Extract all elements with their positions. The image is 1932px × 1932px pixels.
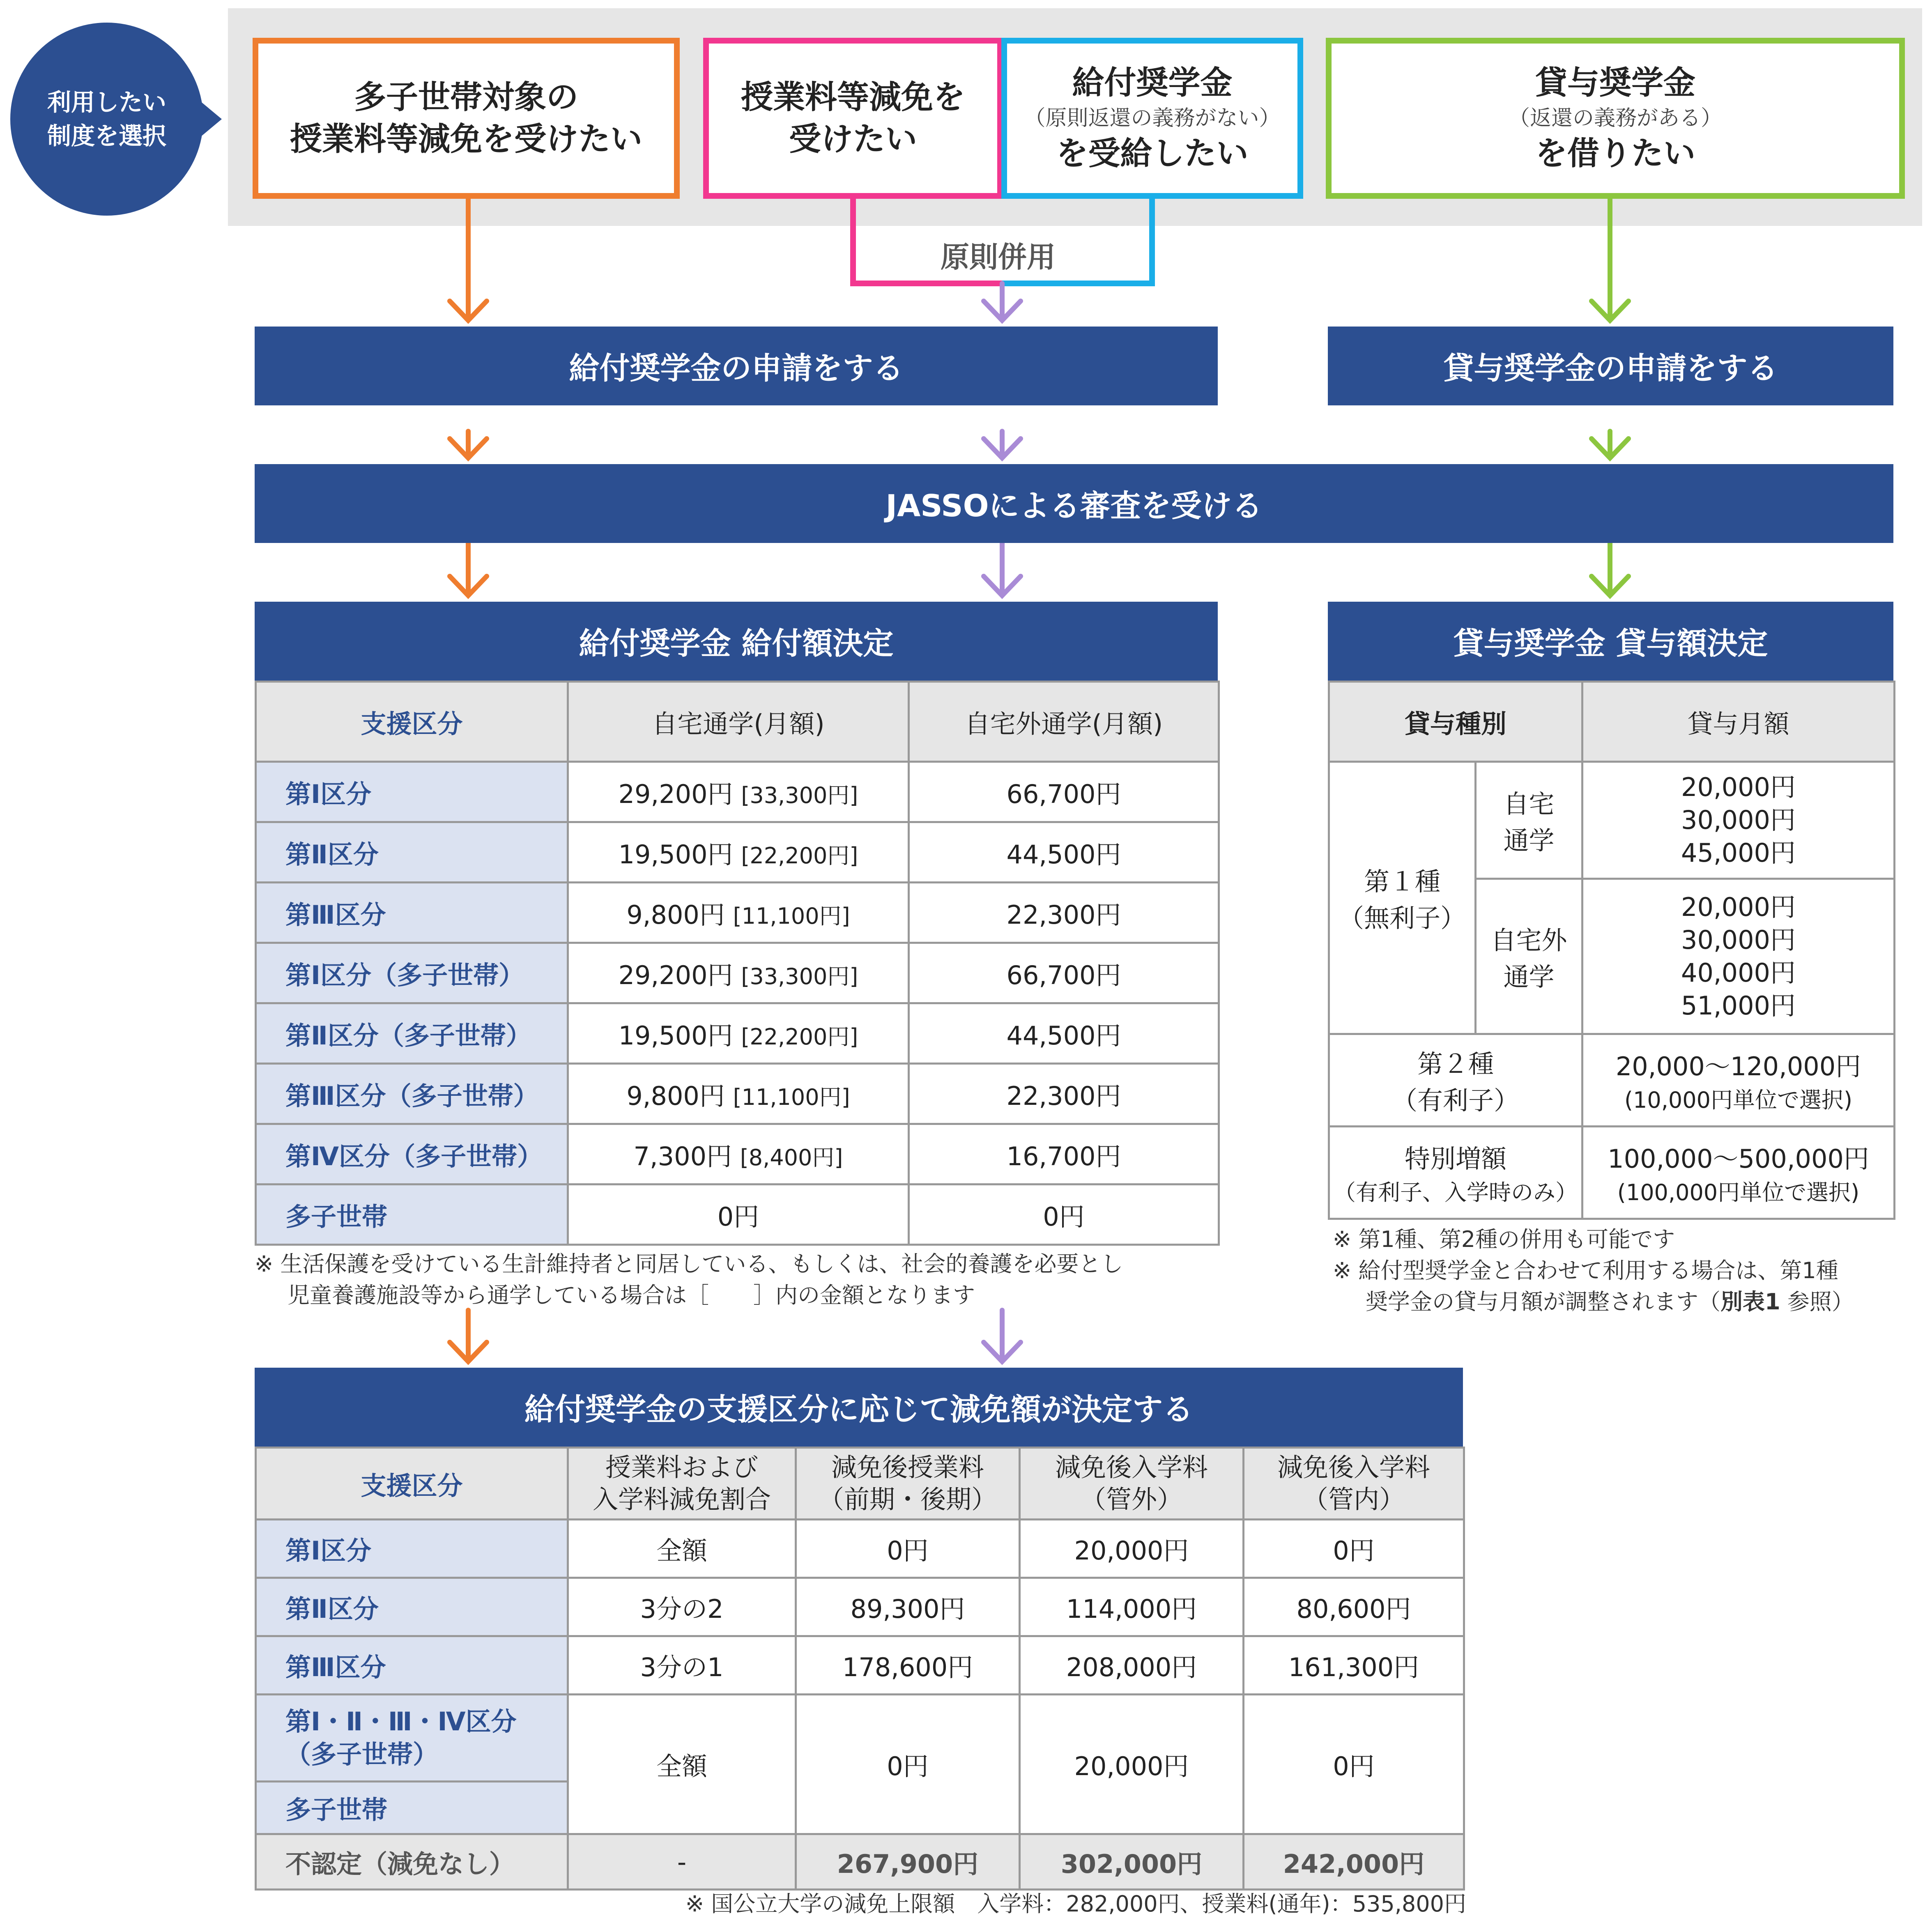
arrow-purple-3 (984, 542, 1021, 596)
table-header-row (256, 682, 1219, 762)
ratio-cell: 全額 (568, 1695, 796, 1834)
special-label: 特別増額 (1405, 1144, 1507, 1174)
type2-sub: （有利子） (1392, 1086, 1520, 1116)
table-row (256, 943, 1219, 1003)
row-label: 第Ⅳ区分（多子世帯） (256, 1124, 568, 1184)
header-adm-in-l2: （管内） (1302, 1484, 1405, 1514)
amount-item: 20,000円 (1681, 772, 1796, 802)
arrow-green-1 (1592, 199, 1628, 320)
header-loan-type: 貸与種別 (1329, 682, 1582, 762)
home-alt-value: [33,300円] (741, 963, 858, 989)
amount-item: 51,000円 (1681, 990, 1796, 1021)
header-adm-in-l1: 減免後入学料 (1277, 1452, 1430, 1482)
special-amount: 100,000～500,000円 (1608, 1144, 1869, 1174)
row-label: 多子世帯 (256, 1184, 568, 1245)
adm-in-cell: 0円 (1244, 1695, 1464, 1834)
amount-item: 30,000円 (1681, 805, 1796, 835)
header-loan-monthly: 貸与月額 (1582, 682, 1895, 762)
header-tuition-l2: （前期・後期） (818, 1484, 997, 1514)
select-line1: 利用したい (47, 88, 166, 116)
header-adm-out-l1: 減免後入学料 (1055, 1452, 1208, 1482)
header-ratio-l2: 入学料減免割合 (592, 1484, 771, 1514)
home-label: 自宅 (1503, 789, 1555, 819)
header-category: 支援区分 (256, 1448, 568, 1520)
adm-out-cell: 302,000円 (1020, 1834, 1244, 1890)
away-label2: 通学 (1503, 961, 1555, 992)
adm-in-cell: 161,300円 (1244, 1636, 1464, 1695)
arrow-orange-1 (450, 199, 487, 320)
amount-item: 20,000円 (1681, 892, 1796, 922)
home-value: 19,500円 (618, 1020, 733, 1051)
row-label: 第Ⅰ区分 (256, 762, 568, 822)
home-amount: 0円 (568, 1184, 909, 1245)
ratio-cell: 3分の2 (568, 1578, 796, 1636)
arrow-orange-2 (450, 431, 487, 458)
header-adm-out-l2: （管外） (1080, 1484, 1182, 1514)
home-amount (568, 1064, 909, 1124)
choice-kyufu-sub: （原則返還の義務がない） (1024, 106, 1281, 131)
step-reduction-amount: 給付奨学金の支援区分に応じて減免額が決定する (255, 1368, 1463, 1447)
type1-label: 第１種 (1364, 867, 1440, 897)
type2-label: 第２種 (1417, 1049, 1494, 1079)
table-row (256, 1834, 1464, 1890)
away-label: 自宅外 (1490, 925, 1567, 955)
ratio-cell: - (568, 1834, 796, 1890)
appendix-link[interactable]: 別表1 (1720, 1289, 1780, 1315)
type2-cell (1329, 1034, 1582, 1127)
reduction-table-note: ※ 国公立大学の減免上限額 入学料：282,000円、授業料(通年)：535,800円 (685, 1891, 1466, 1917)
home-value: 29,200円 (618, 960, 733, 990)
loan-note-line3a: 奨学金の貸与月額が調整されます（ (1366, 1289, 1720, 1315)
step-loan-amount: 貸与奨学金 貸与額決定 (1328, 602, 1893, 681)
table-row (256, 822, 1219, 883)
table-row (256, 883, 1219, 943)
grant-note-line2: 児童養護施設等から通学している場合は［ ］内の金額となります (288, 1282, 975, 1308)
table-row (256, 1695, 1464, 1782)
type2-amount-cell (1582, 1034, 1895, 1127)
table-row (256, 1064, 1219, 1124)
header-ratio (568, 1448, 796, 1520)
adm-in-cell: 242,000円 (1244, 1834, 1464, 1890)
step-apply-loan: 貸与奨学金の申請をする (1328, 327, 1893, 405)
arrow-purple-4 (984, 1310, 1021, 1362)
home-amount (568, 943, 909, 1003)
away-amount: 22,300円 (909, 1064, 1219, 1124)
type1-cell (1329, 762, 1476, 1034)
type1-away-cell (1476, 879, 1582, 1034)
loan-amount-table (1328, 681, 1895, 1220)
adm-out-cell: 114,000円 (1020, 1578, 1244, 1636)
table-row (1329, 762, 1895, 879)
amount-item: 30,000円 (1681, 925, 1796, 955)
home-value: 9,800円 (626, 899, 725, 930)
arrow-orange-3 (450, 542, 487, 596)
type1-home-cell (1476, 762, 1582, 879)
grant-table-note (255, 1249, 1240, 1311)
away-amount: 44,500円 (909, 1003, 1219, 1064)
select-line2: 制度を選択 (47, 122, 166, 150)
choice-tasei-line1: 多子世帯対象の (354, 79, 578, 116)
choice-kyufu-line1: 給付奨学金 (1072, 64, 1233, 101)
special-sub: （有利子、入学時のみ） (1334, 1180, 1578, 1205)
header-tuition (796, 1448, 1020, 1520)
adm-in-cell: 80,600円 (1244, 1578, 1464, 1636)
table-row (256, 1124, 1219, 1184)
away-amount: 44,500円 (909, 822, 1219, 883)
adm-out-cell: 20,000円 (1020, 1520, 1244, 1578)
away-amount: 0円 (909, 1184, 1219, 1245)
home-alt-value: [22,200円] (741, 842, 858, 869)
tuition-cell: 0円 (796, 1520, 1020, 1578)
home-alt-value: [33,300円] (741, 782, 858, 808)
row-label: 不認定（減免なし） (256, 1834, 568, 1890)
adm-in-cell: 0円 (1244, 1520, 1464, 1578)
special-cell (1329, 1127, 1582, 1219)
grant-amount-table (255, 681, 1220, 1246)
type1-sub: （無利子） (1338, 903, 1466, 933)
choice-kyufu-line2: を受給したい (1056, 135, 1249, 172)
home-alt-value: [11,100円] (733, 1084, 850, 1110)
home-value: 9,800円 (626, 1081, 725, 1111)
home-value: 29,200円 (618, 779, 733, 809)
header-adm-out (1020, 1448, 1244, 1520)
table-row (256, 1636, 1464, 1695)
reduction-table (255, 1447, 1465, 1891)
away-amount: 66,700円 (909, 762, 1219, 822)
loan-table-note (1333, 1224, 1924, 1318)
row-label: 第Ⅲ区分（多子世帯） (256, 1064, 568, 1124)
home-label2: 通学 (1503, 826, 1555, 856)
grant-note-line1: ※ 生活保護を受けている生計維持者と同居している、もしくは、社会的養護を必要とし (255, 1251, 1123, 1277)
table-row (1329, 1127, 1895, 1219)
arrow-purple-2 (984, 431, 1021, 458)
loan-note-line3 (1333, 1286, 1924, 1318)
header-home: 自宅通学(月額) (568, 682, 909, 762)
header-adm-in (1244, 1448, 1464, 1520)
away-amount: 22,300円 (909, 883, 1219, 943)
header-ratio-l1: 授業料および (605, 1452, 758, 1482)
table-header-row (1329, 682, 1895, 762)
header-away: 自宅外通学(月額) (909, 682, 1219, 762)
tuition-cell: 267,900円 (796, 1834, 1020, 1890)
table-row (256, 762, 1219, 822)
home-amount (568, 762, 909, 822)
arrow-purple-1 (984, 283, 1021, 320)
away-amount: 16,700円 (909, 1124, 1219, 1184)
header-tuition-l1: 減免後授業料 (831, 1452, 984, 1482)
tuition-cell: 89,300円 (796, 1578, 1020, 1636)
row-label: 第Ⅰ区分 (256, 1520, 568, 1578)
combined-use-label: 原則併用 (941, 240, 1056, 274)
type2-amount: 20,000～120,000円 (1615, 1051, 1861, 1081)
home-alt-value: [8,400円] (740, 1144, 843, 1171)
row-label: 第Ⅱ区分 (256, 1578, 568, 1636)
type1-away-amounts (1582, 879, 1895, 1034)
ratio-cell: 3分の1 (568, 1636, 796, 1695)
special-unit: (100,000円単位で選択) (1617, 1180, 1860, 1205)
row-label: 第Ⅱ区分（多子世帯） (256, 1003, 568, 1064)
row-label: 第Ⅲ区分 (256, 1636, 568, 1695)
tuition-cell: 0円 (796, 1695, 1020, 1834)
type2-unit: (10,000円単位で選択) (1624, 1087, 1853, 1113)
table-row (256, 1520, 1464, 1578)
type1-home-amounts (1582, 762, 1895, 879)
step-jasso-review: JASSOによる審査を受ける (255, 464, 1893, 543)
home-alt-value: [11,100円] (733, 903, 850, 929)
tuition-cell: 178,600円 (796, 1636, 1020, 1695)
header-category: 支援区分 (256, 682, 568, 762)
home-alt-value: [22,200円] (741, 1024, 858, 1050)
row-label: 第Ⅰ区分（多子世帯） (256, 943, 568, 1003)
arrow-green-3 (1592, 542, 1628, 596)
step-grant-amount: 給付奨学金 給付額決定 (255, 602, 1218, 681)
table-row (256, 1184, 1219, 1245)
table-row (1329, 1034, 1895, 1127)
choice-taiyo-sub: （返還の義務がある） (1508, 106, 1722, 131)
choice-tasei-line2: 授業料等減免を受けたい (290, 121, 642, 158)
row-label: 第Ⅱ区分 (256, 822, 568, 883)
away-amount: 66,700円 (909, 943, 1219, 1003)
home-amount (568, 1003, 909, 1064)
loan-note-line2: ※ 給付型奨学金と合わせて利用する場合は、第1種 (1333, 1258, 1838, 1283)
choice-jugyo-line2: 受けたい (789, 121, 917, 158)
row-label: 第Ⅲ区分 (256, 883, 568, 943)
table-row (256, 1003, 1219, 1064)
merged-label-l1: 第Ⅰ・Ⅱ・Ⅲ・Ⅳ区分 (285, 1706, 517, 1736)
step-apply-grant: 給付奨学金の申請をする (255, 327, 1218, 405)
amount-item: 45,000円 (1681, 838, 1796, 868)
table-header-row (256, 1448, 1464, 1520)
home-amount (568, 1124, 909, 1184)
ratio-cell: 全額 (568, 1520, 796, 1578)
adm-out-cell: 20,000円 (1020, 1695, 1244, 1834)
row-label: 多子世帯 (256, 1782, 568, 1834)
home-value: 19,500円 (618, 839, 733, 869)
choice-taiyo-line1: 貸与奨学金 (1535, 64, 1695, 101)
row-label-multi (256, 1695, 568, 1782)
choice-jugyo-line1: 授業料等減免を (741, 79, 965, 116)
amount-item: 40,000円 (1681, 957, 1796, 988)
loan-note-line1: ※ 第1種、第2種の併用も可能です (1333, 1226, 1675, 1252)
arrow-orange-4 (450, 1310, 487, 1362)
home-amount (568, 822, 909, 883)
merged-label-l2: （多子世帯） (285, 1739, 439, 1769)
home-value: 7,300円 (633, 1141, 732, 1171)
special-amount-cell (1582, 1127, 1895, 1219)
home-amount (568, 883, 909, 943)
choice-taiyo-line2: を借りたい (1535, 135, 1695, 172)
adm-out-cell: 208,000円 (1020, 1636, 1244, 1695)
loan-note-line3c: 参照） (1780, 1289, 1854, 1315)
arrow-green-2 (1592, 431, 1628, 458)
table-row (256, 1578, 1464, 1636)
